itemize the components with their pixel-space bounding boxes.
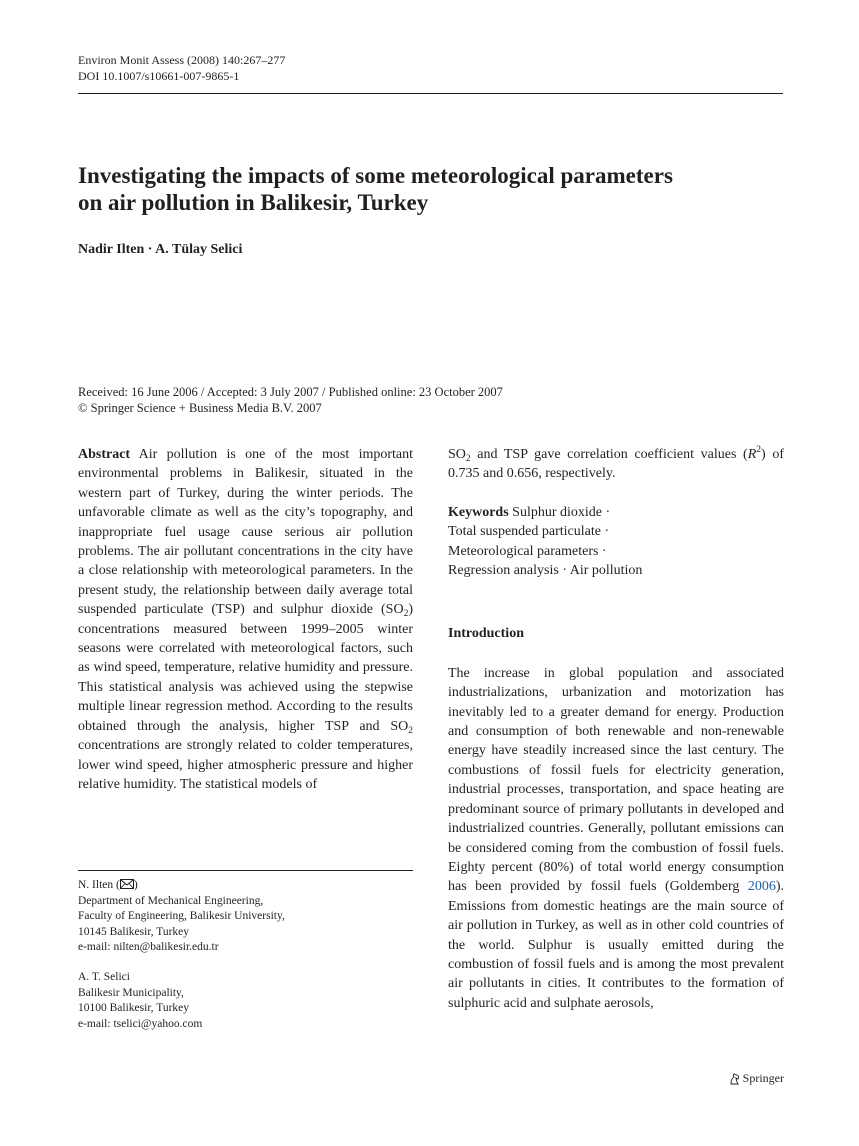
publication-history [78,384,503,416]
abstract-text-2: ) concentrations measured between 1999–2005 winter seasons were correlated with meteorological factors, such as wind speed, temperature, relative humidity and pressure. This statistical analysis was achieved using the stepwise multiple linear regression method. According to the results obtained through the analysis, higher TSP and SO [78,602,413,734]
journal-citation: Environ Monit Assess (2008) 140:267–277 [78,53,286,67]
springer-horse-icon [729,1073,740,1085]
introduction-heading: Introduction [448,626,524,642]
affiliation-1-email[interactable]: e-mail: nilten@balikesir.edu.tr [78,941,219,954]
doi: DOI 10.1007/s10661-007-9865-1 [78,69,240,83]
title-line-1: Investigating the impacts of some meteorological parameters [78,163,673,188]
abstract-text-3: concentrations are strongly related to colder temperatures, lower wind speed, higher atmospheric pressure and higher relative humidity. The statistical models of [78,738,413,792]
r-symbol: R [747,447,757,462]
author-2-name: A. T. Selici [78,971,130,983]
keyword-3: Meteorological parameters · [448,543,607,559]
keyword-4: Regression analysis · Air pollution [448,563,643,579]
keywords-section [448,503,784,581]
author-1-name: N. Ilten ( [78,879,120,891]
title-line-2: on air pollution in Balikesir, Turkey [78,190,429,215]
affiliation-2-line-1: Balikesir Municipality, [78,986,184,999]
copyright-notice: © Springer Science + Business Media B.V. 2007 [78,401,322,415]
so2-subscript: 2 [403,609,409,620]
abstract-cont-text-end: ) of 0.735 and 0.656, respectively. [448,447,785,482]
header-divider [78,93,783,94]
so2-text: SO [448,447,466,462]
abstract-heading: Abstract [78,447,131,462]
keywords-heading: Keywords [448,504,509,520]
publisher-footer [729,1071,784,1086]
abstract-continuation [448,445,784,484]
intro-paragraph-b: ). Emissions from domestic heatings are the main source of air pollution in Turkey, as well as in other cold countries of the world. Sulphur is usually emitted during the combustion of fossil fuels and is among the most prevalent air pollutants in cities. It contributes to the formation of sulphuric acid and sulphate aerosols, [448,879,784,1011]
affiliation-2-line-2: 10100 Balikesir, Turkey [78,1002,190,1015]
introduction-text [448,664,784,1013]
history-dates: Received: 16 June 2006 / Accepted: 3 July 2007 / Published online: 23 October 2007 [78,385,503,399]
keyword-1: Sulphur dioxide · [512,504,611,520]
abstract-text-1: Air pollution is one of the most important environmental problems in Balikesir, situated in the western part of Turkey, during the winter periods. The unfavorable climate as well as the city’s topography, and inappropriate fuel usage cause serious air pollution problems. The air pollutant concentrations in the city have a close relationship with meteorological parameters. In the present study, the relationship between daily average total suspended particulate (TSP) and sulphur dioxide (SO [78,447,414,618]
article-title [78,162,778,216]
right-column [448,445,784,1013]
abstract-section [78,445,413,794]
so2-subscript: 2 [465,454,471,464]
footnote-divider [78,870,413,871]
author-1-name-close: ) [133,879,138,891]
envelope-icon [120,879,134,889]
author-list: Nadir Ilten · A. Tülay Selici [78,242,243,257]
keyword-2: Total suspended particulate · [448,524,610,540]
affiliation-1-line-1: Department of Mechanical Engineering, [78,894,264,907]
citation-link[interactable]: 2006 [747,879,776,895]
publisher-name: Springer [742,1071,784,1085]
abstract-cont-text: and TSP gave correlation coefficient values ( [470,447,748,462]
affiliation-1-line-2: Faculty of Engineering, Balikesir University, [78,910,285,923]
affiliation-2-email[interactable]: e-mail: tselici@yahoo.com [78,1017,203,1030]
so2-subscript: 2 [408,725,413,736]
affiliation-1-line-3: 10145 Balikesir, Turkey [78,925,190,938]
affiliation-1 [78,878,285,956]
intro-paragraph-a: The increase in global population and associated industrializations, urbanization and motorization has inevitably led to a greater demand for energy. Production and consumption of both renewable and non-renewable energy have steadily increased since the last century. The combustions of fossil fuels for electricity generation, industrial processes, transportation, and space heating are predominant source of primary pollutants in developed and industrialized countries. Generally, pollutant emissions can be considered coming from the combustion of fossil fuels. Eighty percent (80%) of total world energy consumption has been provided by fossil fuels (Goldemberg [448,665,784,895]
affiliation-2 [78,970,202,1032]
r-squared-superscript: 2 [756,445,762,455]
